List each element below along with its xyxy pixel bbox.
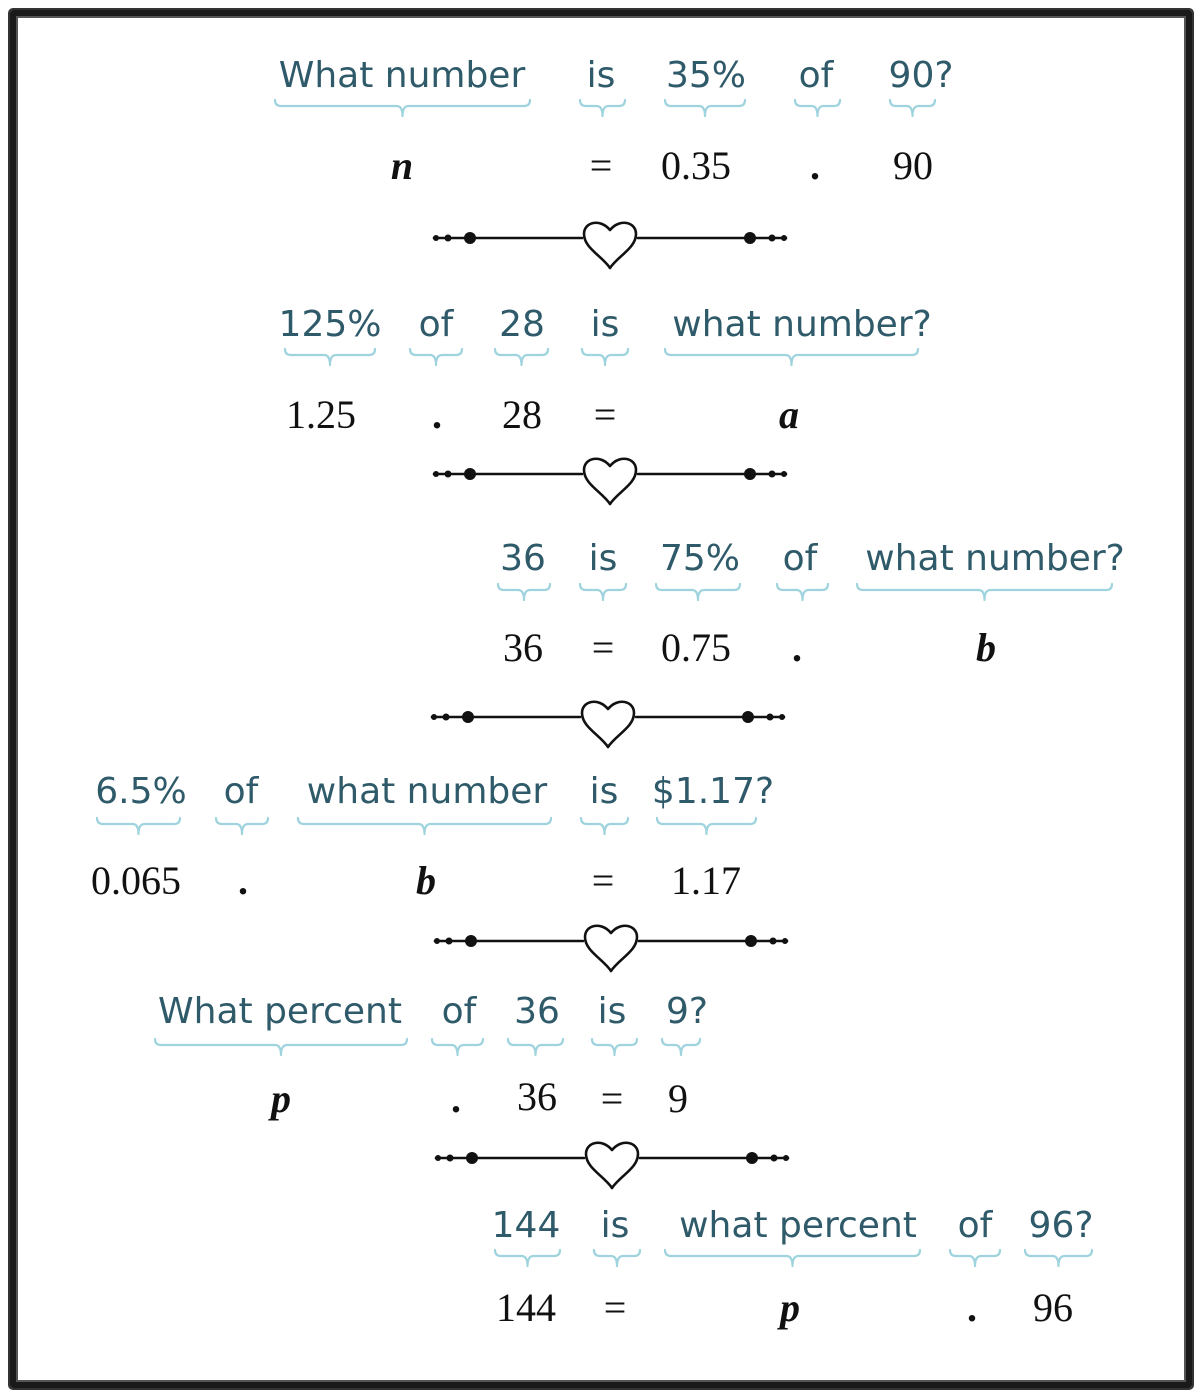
- underbrace: [97, 818, 180, 836]
- word-phrase: 6.5%: [95, 771, 187, 812]
- underbrace: [950, 1250, 1000, 1268]
- math-variable: a: [779, 392, 799, 437]
- underbrace: [592, 1039, 637, 1057]
- math-number: 36: [517, 1074, 557, 1119]
- underbrace: [582, 349, 628, 367]
- heart-flourish-divider-icon: [432, 1138, 792, 1198]
- word-phrase: 144: [491, 1205, 561, 1246]
- word-phrase: is: [589, 771, 619, 812]
- word-phrase: of: [782, 538, 818, 579]
- underbrace: [581, 818, 628, 836]
- math-equals: =: [591, 625, 615, 670]
- word-phrase: what number?: [672, 304, 932, 345]
- underbrace: [580, 584, 626, 602]
- math-number: 90: [893, 143, 933, 188]
- word-phrase: 36: [500, 538, 546, 579]
- word-phrase: 75%: [659, 538, 741, 579]
- word-phrase: 125%: [278, 304, 382, 345]
- word-phrase: 96?: [1028, 1205, 1094, 1246]
- underbrace: [495, 1250, 560, 1268]
- underbrace: [777, 584, 828, 602]
- underbrace: [890, 100, 935, 118]
- word-phrase: 28: [499, 304, 545, 345]
- math-number: 0.065: [91, 858, 181, 903]
- word-phrase: what number: [306, 771, 548, 812]
- word-phrase: What number: [278, 55, 526, 96]
- math-equals: =: [593, 392, 617, 437]
- math-variable: p: [271, 1076, 291, 1121]
- underbrace: [508, 1039, 563, 1057]
- word-phrase: of: [441, 991, 477, 1032]
- math-number: 0.35: [661, 143, 731, 188]
- math-number: 1.25: [286, 392, 356, 437]
- underbrace: [656, 584, 740, 602]
- heart-flourish-divider-icon: [428, 697, 788, 757]
- math-equals: =: [603, 1285, 627, 1330]
- math-number: 0.75: [661, 625, 731, 670]
- underbrace: [665, 349, 918, 367]
- math-variable: b: [416, 858, 436, 903]
- word-phrase: of: [957, 1205, 993, 1246]
- math-variable: b: [976, 625, 996, 670]
- math-times-dot: .: [967, 1285, 977, 1330]
- heart-flourish-divider-icon: [430, 454, 790, 514]
- underbrace: [594, 1250, 640, 1268]
- word-phrase: $1.17?: [651, 771, 775, 812]
- underbrace: [665, 100, 745, 118]
- word-phrase: is: [597, 991, 627, 1032]
- math-number: 36: [503, 625, 543, 670]
- math-number: 1.17: [671, 858, 741, 903]
- math-number: 28: [502, 392, 542, 437]
- math-equals: =: [600, 1076, 624, 1121]
- math-times-dot: .: [810, 143, 820, 188]
- underbrace: [216, 818, 268, 836]
- math-variable: n: [390, 143, 414, 188]
- word-phrase: 35%: [665, 55, 747, 96]
- heart-flourish-divider-icon: [431, 921, 791, 981]
- underbrace: [498, 584, 550, 602]
- word-phrase: 90?: [888, 55, 954, 96]
- heart-flourish-divider-icon: [430, 218, 790, 278]
- math-number: 144: [496, 1285, 556, 1330]
- math-times-dot: .: [238, 858, 248, 903]
- word-phrase: is: [590, 304, 620, 345]
- word-phrase: of: [418, 304, 454, 345]
- underbrace: [285, 349, 375, 367]
- math-number: 9: [668, 1076, 688, 1121]
- math-times-dot: .: [451, 1076, 461, 1121]
- underbrace: [495, 349, 548, 367]
- underbrace: [580, 100, 625, 118]
- word-phrase: 9?: [665, 991, 709, 1032]
- underbrace: [410, 349, 462, 367]
- word-phrase: 36: [514, 991, 560, 1032]
- math-times-dot: .: [432, 392, 442, 437]
- word-phrase: what number?: [865, 538, 1125, 579]
- underbrace: [155, 1039, 407, 1057]
- word-phrase: What percent: [158, 991, 402, 1032]
- math-number: 96: [1033, 1285, 1073, 1330]
- underbrace: [662, 1039, 700, 1057]
- word-phrase: of: [798, 55, 834, 96]
- math-equals: =: [589, 143, 613, 188]
- word-phrase: what percent: [679, 1205, 917, 1246]
- word-phrase: is: [588, 538, 618, 579]
- underbrace: [857, 584, 1112, 602]
- underbrace: [275, 100, 530, 118]
- underbrace: [795, 100, 840, 118]
- math-variable: p: [780, 1285, 800, 1330]
- math-times-dot: .: [792, 625, 802, 670]
- underbrace: [1025, 1250, 1092, 1268]
- word-phrase: is: [600, 1205, 630, 1246]
- word-phrase: is: [586, 55, 616, 96]
- underbrace: [432, 1039, 483, 1057]
- underbrace: [665, 1250, 920, 1268]
- math-equals: =: [591, 858, 615, 903]
- underbrace: [657, 818, 756, 836]
- word-phrase: of: [223, 771, 259, 812]
- underbrace: [298, 818, 551, 836]
